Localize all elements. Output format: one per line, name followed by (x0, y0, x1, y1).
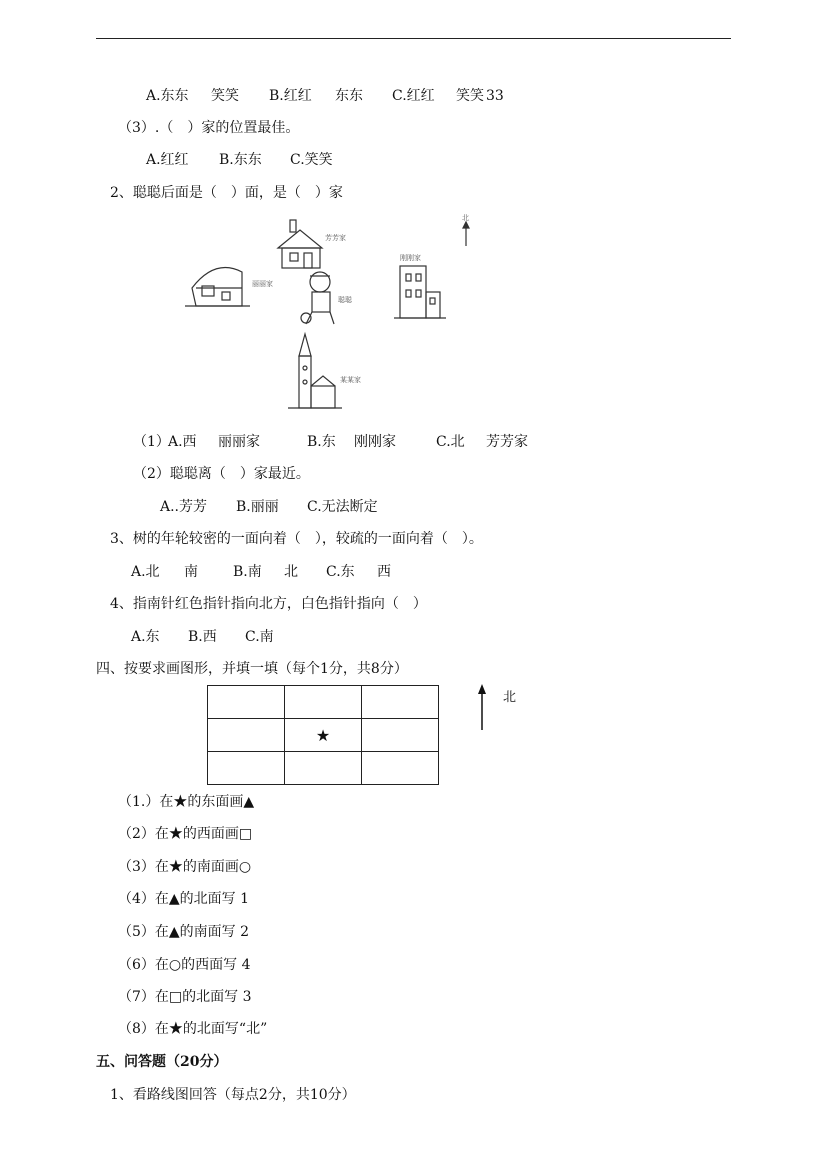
grid-cell (208, 752, 285, 785)
q3-option-a: A.北 (131, 564, 160, 580)
fangfang-house-icon (278, 220, 322, 268)
section4-item: （8）在★的北面写“北” (118, 1021, 268, 1037)
grid-cell (285, 752, 362, 785)
grid-cell (362, 719, 439, 752)
map-label-gangang: 刚刚家 (400, 254, 421, 262)
q3-question: 3、树的年轮较密的一面向着（ ），较疏的一面向着（ ）。 (110, 531, 483, 547)
q1-3-option-c: C.笑笑 (290, 152, 333, 168)
q3-option-b2: 北 (284, 564, 298, 580)
q1-option-c: C.红红 (392, 88, 435, 104)
map-label-lili: 丽丽家 (252, 280, 273, 288)
section4-title: 四、按要求画图形，并填一填（每个1分，共8分） (96, 661, 408, 677)
map-label-congcong: 聪聪 (338, 296, 352, 304)
grid-cell (208, 686, 285, 719)
north-arrow-icon (474, 682, 490, 732)
map-label-other: 某某家 (340, 376, 361, 384)
section4-item: （4）在▲的北面写 1 (118, 891, 250, 907)
q1-3-question: （3）.（ ）家的位置最佳。 (118, 120, 300, 136)
q2-1-option-c: C.北 (436, 434, 465, 450)
header-rule (96, 38, 731, 39)
q4-option-c: C.南 (245, 629, 274, 645)
q3-option-c2: 西 (377, 564, 391, 580)
gangang-building-icon (394, 266, 446, 318)
north-label: 北 (503, 690, 517, 705)
q1-3-option-b: B.东东 (219, 152, 262, 168)
q2-1-option-a2: 丽丽家 (218, 434, 260, 450)
q4-option-a: A.东 (131, 629, 160, 645)
map-label-north: 北 (462, 214, 469, 222)
q2-1-option-b: B.东 (307, 434, 336, 450)
congcong-character-icon (301, 272, 334, 324)
grid-cell (208, 719, 285, 752)
q1-option-c3: 33 (486, 88, 504, 104)
section5-q1: 1、看路线图回答（每点2分，共10分） (110, 1087, 356, 1103)
section4-item: （2）在★的西面画□ (118, 826, 253, 842)
q2-1-option-c2: 芳芳家 (486, 434, 528, 450)
tower-building-icon (288, 334, 342, 408)
section4-item: （1.）在★的东面画▲ (118, 794, 255, 810)
grid-cell (362, 686, 439, 719)
section4-item: （3）在★的南面画○ (118, 859, 252, 875)
direction-map-illustration (180, 210, 510, 420)
q2-2-question: （2）聪聪离（ ）家最近。 (133, 466, 310, 482)
q2-2-option-a: A..芳芳 (160, 499, 208, 515)
direction-grid (207, 685, 439, 785)
q2-1-num: （1） (133, 434, 170, 450)
grid-cell (362, 752, 439, 785)
section4-item: （7）在□的北面写 3 (118, 989, 252, 1005)
q1-option-b2: 东东 (335, 88, 363, 104)
q3-option-c: C.东 (326, 564, 355, 580)
q1-option-a: A.东东 (146, 88, 189, 104)
section4-item: （6）在○的西面写 4 (118, 957, 251, 973)
q4-question: 4、指南针红色指针指向北方，白色指针指向（ ） (110, 596, 427, 612)
section4-item: （5）在▲的南面写 2 (118, 924, 250, 940)
q4-option-b: B.西 (188, 629, 217, 645)
q2-question: 2、聪聪后面是（ ）面，是（ ）家 (110, 185, 343, 201)
q1-option-c2: 笑笑 (456, 88, 484, 104)
q1-option-a2: 笑笑 (211, 88, 239, 104)
grid-cell (285, 686, 362, 719)
grid-cell-star: ★ (285, 719, 362, 752)
q1-3-option-a: A.红红 (146, 152, 189, 168)
q3-option-a2: 南 (184, 564, 198, 580)
q2-2-option-c: C.无法断定 (307, 499, 378, 515)
section5-title: 五、问答题（20分） (96, 1054, 228, 1070)
q1-option-b: B.红红 (269, 88, 312, 104)
q2-2-option-b: B.丽丽 (236, 499, 279, 515)
map-label-fangfang: 芳芳家 (325, 234, 346, 242)
lili-house-icon (185, 268, 250, 306)
map-north-arrow-icon (463, 222, 469, 246)
q3-option-b: B.南 (233, 564, 262, 580)
q2-1-option-a: A.西 (168, 434, 197, 450)
q2-1-option-b2: 刚刚家 (354, 434, 396, 450)
